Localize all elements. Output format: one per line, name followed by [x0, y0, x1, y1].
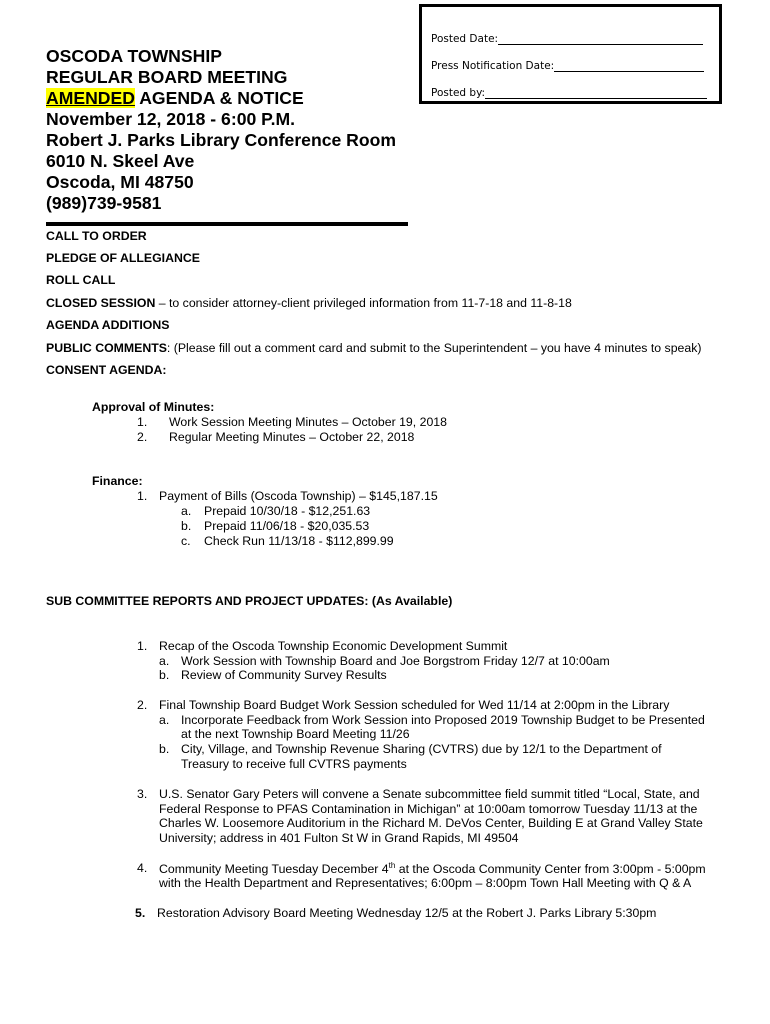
update-sub-letter: a. [159, 713, 170, 727]
posted-date-line: Posted Date: [431, 33, 703, 45]
minutes-item: Work Session Meeting Minutes – October 19, 2018 [169, 415, 447, 429]
update-num: 1. [137, 639, 148, 653]
closed-session: CLOSED SESSION – to consider attorney-client privileged information from 11-7-18 and 11-8-18 [46, 296, 572, 310]
finance-item: Payment of Bills (Oscoda Township) – $145,187.15 [159, 489, 438, 503]
press-date-line: Press Notification Date: [431, 60, 704, 72]
finance-sub-item: Prepaid 11/06/18 - $20,035.53 [204, 519, 370, 533]
finance-sub-item: Check Run 11/13/18 - $112,899.99 [204, 534, 394, 548]
update-sub-item-cont: Treasury to receive full CVTRS payments [181, 757, 407, 771]
update-num: 2. [137, 698, 148, 712]
update-num: 3. [137, 787, 148, 801]
posted-by-line: Posted by: [431, 87, 707, 99]
minutes-item-num: 1. [137, 415, 148, 429]
update-sub-item: Review of Community Survey Results [181, 668, 387, 682]
meeting-date: November 12, 2018 - 6:00 P.M. [46, 109, 296, 129]
update-sub-item: Incorporate Feedback from Work Session into Proposed 2019 Township Budget to be Presented [181, 713, 705, 727]
update-item-cont: Federal Response to PFAS Contamination in Michigan” at 10:00am tomorrow Tuesday 11/13 at the [159, 802, 698, 816]
minutes-item: Regular Meeting Minutes – October 22, 2018 [169, 430, 415, 444]
finance-title: Finance: [92, 474, 143, 488]
update-item-cont: with the Health Department and Representatives; 6:00pm – 8:00pm Town Hall Meeting with Q & A [159, 876, 692, 890]
phone-number: (989)739-9581 [46, 193, 162, 213]
finance-sub-item: Prepaid 10/30/18 - $12,251.63 [204, 504, 371, 518]
update-item-cont: University; address in 401 Fulton St W in Grand Rapids, MI 49504 [159, 831, 519, 845]
update-sub-item: Work Session with Township Board and Joe Borgstrom Friday 12/7 at 10:00am [181, 654, 610, 668]
address-street: 6010 N. Skeel Ave [46, 151, 195, 171]
update-sub-item-cont: at the next Township Board Meeting 11/26 [181, 727, 410, 741]
township-name: OSCODA TOWNSHIP [46, 46, 222, 66]
finance-item-num: 1. [137, 489, 148, 503]
meeting-type: REGULAR BOARD MEETING [46, 67, 288, 87]
finance-sub-letter: a. [181, 504, 192, 518]
update-item: Recap of the Oscoda Township Economic Development Summit [159, 639, 508, 653]
update-item: Community Meeting Tuesday December 4th at the Oscoda Community Center from 3:00pm - 5:00pm [159, 861, 706, 877]
call-to-order: CALL TO ORDER [46, 229, 147, 243]
update-sub-item: City, Village, and Township Revenue Sharing (CVTRS) due by 12/1 to the Department of [181, 742, 662, 756]
public-comments: PUBLIC COMMENTS: (Please fill out a comment card and submit to the Superintendent – you have 4 minutes to speak) [46, 341, 702, 355]
update-item: U.S. Senator Gary Peters will convene a Senate subcommittee field summit titled “Local, State, and [159, 787, 700, 801]
finance-sub-letter: b. [181, 519, 192, 533]
header-divider [46, 222, 408, 226]
address-city: Oscoda, MI 48750 [46, 172, 194, 192]
update-sub-letter: a. [159, 654, 170, 668]
meeting-location: Robert J. Parks Library Conference Room [46, 130, 397, 150]
agenda-header [46, 46, 416, 214]
pledge: PLEDGE OF ALLEGIANCE [46, 251, 200, 265]
consent-agenda: CONSENT AGENDA: [46, 363, 167, 377]
finance-sub-letter: c. [181, 534, 191, 548]
roll-call: ROLL CALL [46, 273, 116, 287]
minutes-item-num: 2. [137, 430, 148, 444]
update-num: 4. [137, 861, 148, 875]
subcommittee-title: SUB COMMITTEE REPORTS AND PROJECT UPDATES: (As Available) [46, 594, 453, 608]
minutes-title: Approval of Minutes: [92, 400, 215, 414]
posting-info-box [419, 4, 722, 104]
agenda-additions: AGENDA ADDITIONS [46, 318, 170, 332]
update-item: Final Township Board Budget Work Session scheduled for Wed 11/14 at 2:00pm in the Library [159, 698, 670, 712]
update-item-cont: Charles W. Loosemore Auditorium in the Richard M. DeVos Center, Building E at Grand Valley State [159, 816, 703, 830]
amended-highlight: AMENDED [46, 88, 135, 108]
update-sub-letter: b. [159, 668, 170, 682]
update-sub-letter: b. [159, 742, 170, 756]
update-item: Restoration Advisory Board Meeting Wednesday 12/5 at the Robert J. Parks Library 5:30pm [157, 906, 657, 920]
agenda-title: AMENDED AGENDA & NOTICE [46, 88, 304, 108]
update-num: 5. [135, 906, 146, 920]
